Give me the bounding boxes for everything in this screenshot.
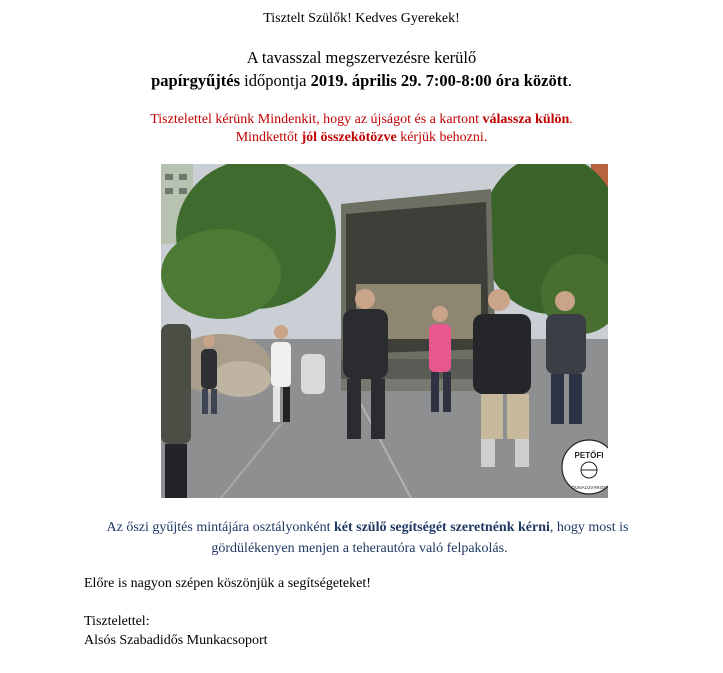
notice-text-end: kérjük behozni. — [396, 130, 488, 145]
event-date: 2019. április 29. 7:00-8:00 óra között — [310, 71, 568, 90]
body-line-2: gördülékenyen menjen a teherautóra való felpakolás. — [211, 541, 508, 556]
notice-emphasis: jól összekötözve — [301, 130, 397, 145]
logo-top-text: PETŐFI — [574, 451, 604, 460]
notice-text: Tisztelettel kérünk Mindenkit, hogy az újságot és a kartont — [150, 112, 483, 127]
body-emphasis: két szülő segítségét szeretnénk kérni — [333, 520, 550, 535]
notice-line-1 — [0, 112, 723, 128]
notice-line-2 — [0, 130, 723, 146]
thanks-line: Előre is nagyon szépen köszönjük a segítségeteket! — [84, 576, 371, 591]
body-text: Az őszi gyűjtés mintájára osztályonként — [106, 520, 334, 535]
notice-text: Mindkettőt — [235, 130, 302, 145]
signature-line: Alsós Szabadidős Munkacsoport — [84, 633, 268, 648]
event-mid: időpontja — [240, 71, 311, 90]
notice-text-end: . — [569, 112, 573, 127]
event-photo — [161, 164, 608, 498]
event-photo-illustration — [161, 164, 608, 498]
body-line-1 — [6, 520, 723, 536]
event-keyword: papírgyűjtés — [151, 71, 241, 90]
event-end: . — [567, 71, 572, 90]
body-text-end: , hogy most is — [549, 520, 629, 535]
school-logo — [562, 440, 608, 494]
greeting: Tisztelt Szülők! Kedves Gyerekek! — [263, 11, 460, 26]
event-line — [0, 71, 723, 91]
logo-bottom-text: DUNAÚJVÁROS — [571, 485, 607, 490]
regards-line: Tisztelettel: — [84, 614, 150, 629]
notice-emphasis: válassza külön — [482, 112, 570, 127]
intro-line: A tavasszal megszervezésre kerülő — [246, 48, 477, 67]
